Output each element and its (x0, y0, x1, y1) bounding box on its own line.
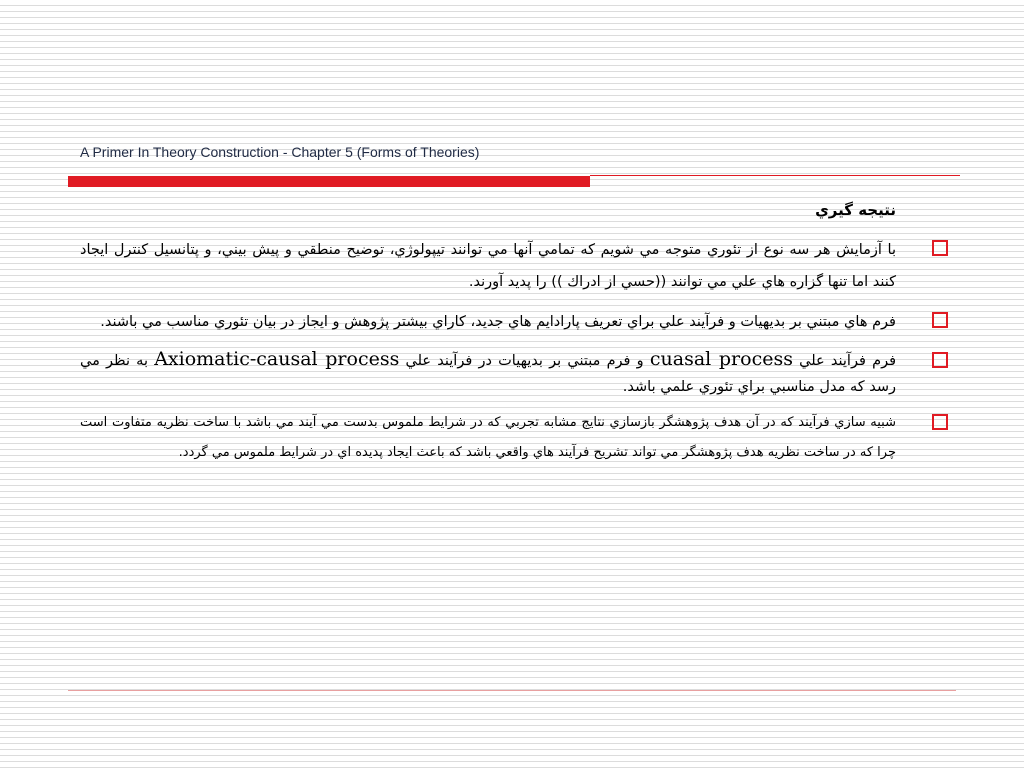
english-term: Axiomatic-causal process (154, 348, 400, 370)
square-outline-icon (932, 240, 948, 256)
square-outline-icon (932, 414, 948, 430)
bullet-item-4 (80, 408, 956, 468)
square-outline-icon (932, 352, 948, 368)
bullet-text-part: به نظر مي رسد كه مدل مناسبي براي تئوري علمي باشد. (80, 353, 896, 395)
bullet-item-3 (80, 346, 956, 400)
bullet-text-part: و فرم مبتني بر بديهيات در فرآيند علي (405, 353, 644, 369)
bullet-text (80, 346, 896, 400)
bullet-text: فرم هاي مبتني بر بديهيات و فرآيند علي براي تعريف پارادايم هاي جديد، كاراي بيشتر پژوهش و ايجاز در بيان تئوري مناسب مي باشند. (100, 314, 896, 330)
title-underline-bar (68, 176, 590, 187)
bullet-text: با آزمايش هر سه نوع از تئوري متوجه مي شويم كه تمامي آنها مي توانند تيپولوژي، توضيح منطقي و پيش بيني، و پتانسيل كنترل ايجاد كنند اما تنها گزاره هاي علي مي توانند ((حسي از ادراك )) را پديد آورند. (80, 242, 896, 290)
title-underline-thin (590, 175, 960, 176)
english-term: cuasal process (649, 348, 793, 370)
bullet-text-part: فرم فرآيند علي (799, 353, 897, 369)
slide-title: A Primer In Theory Construction - Chapter 5 (Forms of Theories) (80, 144, 480, 160)
bullet-item-1 (80, 234, 956, 298)
footer-divider (68, 690, 956, 691)
bullet-text: شبيه سازي فرآيند كه در آن هدف پژوهشگر بازسازي نتايج مشابه تجربي كه در شرايط ملموس بدست مي آيند مي باشد با ساخت نظريه متفاوت است چرا كه در ساخت نظريه هدف پژوهشگر مي تواند تشريح فرآيند هاي واقعي باشد كه باعث ايجاد پديده اي در شرايط ملموس مي گردد. (80, 415, 896, 460)
bullet-item-2 (80, 306, 956, 338)
section-heading: نتيجه گيري (815, 201, 896, 219)
square-outline-icon (932, 312, 948, 328)
slide-content (80, 198, 956, 476)
